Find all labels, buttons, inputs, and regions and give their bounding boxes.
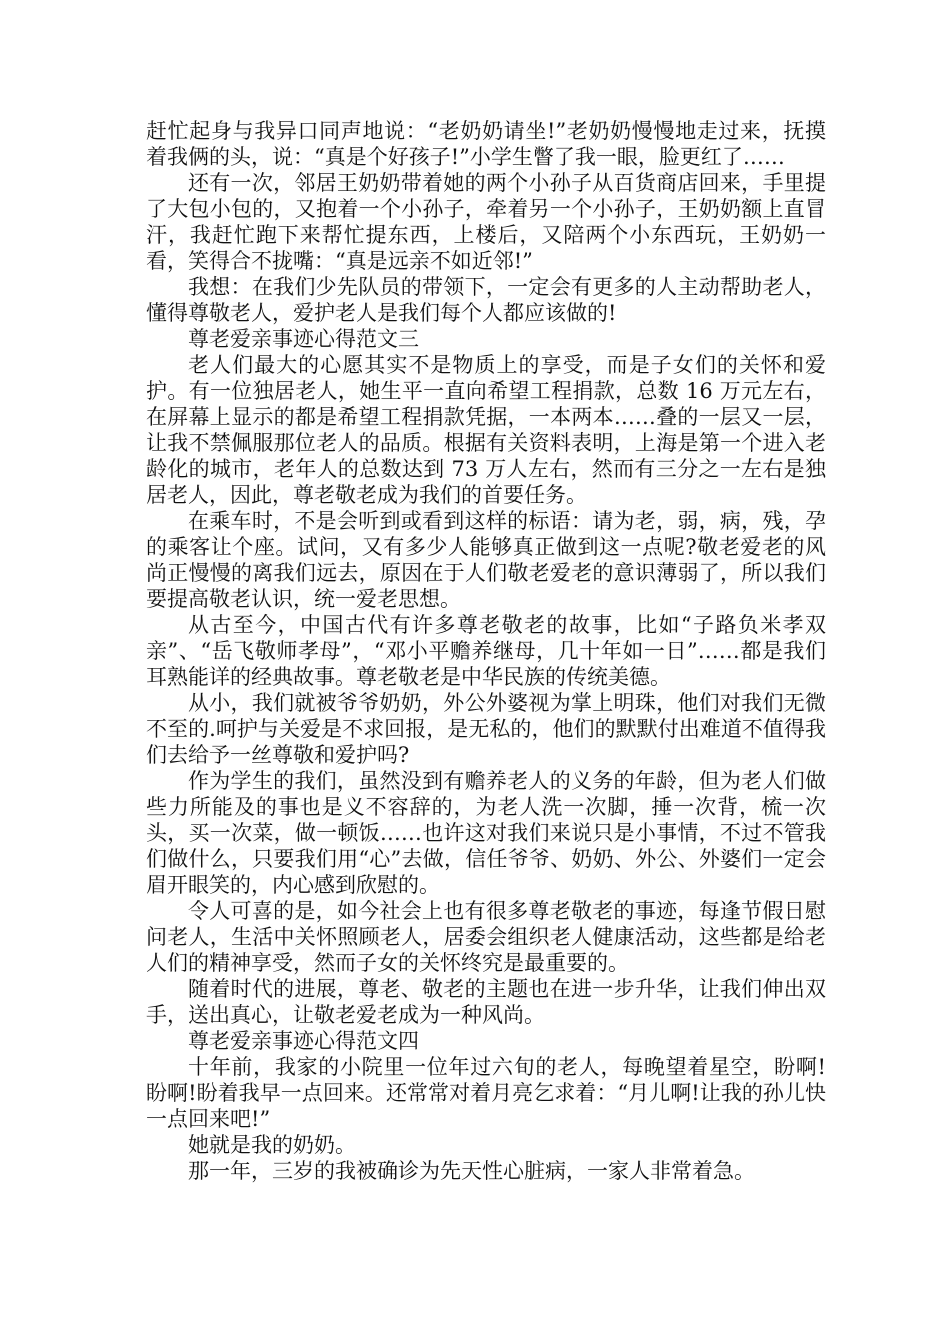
body-paragraph: 我想：在我们少先队员的带领下，一定会有更多的人主动帮助老人，懂得尊敬老人，爱护老人是我们每个人都应该做的! [146, 275, 826, 325]
body-paragraph: 作为学生的我们，虽然没到有赡养老人的义务的年龄，但为老人们做些力所能及的事也是义不容辞的，为老人洗一次脚，捶一次背，梳一次头，买一次菜，做一顿饭……也许这对我们来说只是小事情，不过不管我们做什么，只要我们用“心”去做，信任爷爷、奶奶、外公、外婆们一定会眉开眼笑的，内心感到欣慰的。 [146, 769, 826, 897]
body-paragraph: 赶忙起身与我异口同声地说：“老奶奶请坐!”老奶奶慢慢地走过来，抚摸着我俩的头，说：“真是个好孩子!”小学生瞥了我一眼，脸更红了…… [146, 119, 826, 169]
body-paragraph: 从小，我们就被爷爷奶奶，外公外婆视为掌上明珠，他们对我们无微不至的.呵护与关爱是不求回报，是无私的，他们的默默付出难道不值得我们去给予一丝尊敬和爱护吗? [146, 691, 826, 767]
body-paragraph: 随着时代的进展，尊老、敬老的主题也在进一步升华，让我们伸出双手，送出真心，让敬老爱老成为一种风尚。 [146, 977, 826, 1027]
body-paragraph: 在乘车时，不是会听到或看到这样的标语：请为老，弱，病，残，孕的乘客让个座。试问，又有多少人能够真正做到这一点呢?敬老爱老的风尚正慢慢的离我们远去，原因在于人们敬老爱老的意识薄弱了，所以我们要提高敬老认识，统一爱老思想。 [146, 509, 826, 611]
body-paragraph: 还有一次，邻居王奶奶带着她的两个小孙子从百货商店回来，手里提了大包小包的，又抱着一个小孙子，牵着另一个小孙子，王奶奶额上直冒汗，我赶忙跑下来帮忙提东西，上楼后，又陪两个小东西玩，王奶奶一看，笑得合不拢嘴：“真是远亲不如近邻!” [146, 171, 826, 273]
body-paragraph: 十年前，我家的小院里一位年过六旬的老人，每晚望着星空，盼啊!盼啊!盼着我早一点回来。还常常对着月亮乞求着：“月儿啊!让我的孙儿快一点回来吧!” [146, 1055, 826, 1131]
body-paragraph: 从古至今，中国古代有许多尊老敬老的故事，比如“子路负米孝双亲”、“岳飞敬师孝母”，“邓小平赡养继母，几十年如一日”……都是我们耳熟能详的经典故事。尊老敬老是中华民族的传统美德。 [146, 613, 826, 689]
body-paragraph: 那一年，三岁的我被确诊为先天性心脏病，一家人非常着急。 [188, 1159, 755, 1183]
body-paragraph: 令人可喜的是，如今社会上也有很多尊老敬老的事迹，每逢节假日慰问老人，生活中关怀照顾老人，居委会组织老人健康活动，这些都是给老人们的精神享受，然而子女的关怀终究是最重要的。 [146, 899, 826, 975]
section-heading: 尊老爱亲事迹心得范文三 [188, 327, 419, 351]
body-paragraph: 她就是我的奶奶。 [188, 1133, 356, 1157]
section-heading: 尊老爱亲事迹心得范文四 [188, 1029, 419, 1053]
body-paragraph: 老人们最大的心愿其实不是物质上的享受，而是子女们的关怀和爱护。有一位独居老人，她生平一直向希望工程捐款，总数 16 万元左右，在屏幕上显示的都是希望工程捐款凭据，一本两本……叠的一层又一层，让我不禁佩服那位老人的品质。根据有关资料表明，上海是第一个进入老龄化的城市，老年人的总数达到 73 万人左右，然而有三分之一左右是独居老人，因此，尊老敬老成为我们的首要任务。 [146, 353, 826, 507]
document-page [146, 118, 826, 1184]
